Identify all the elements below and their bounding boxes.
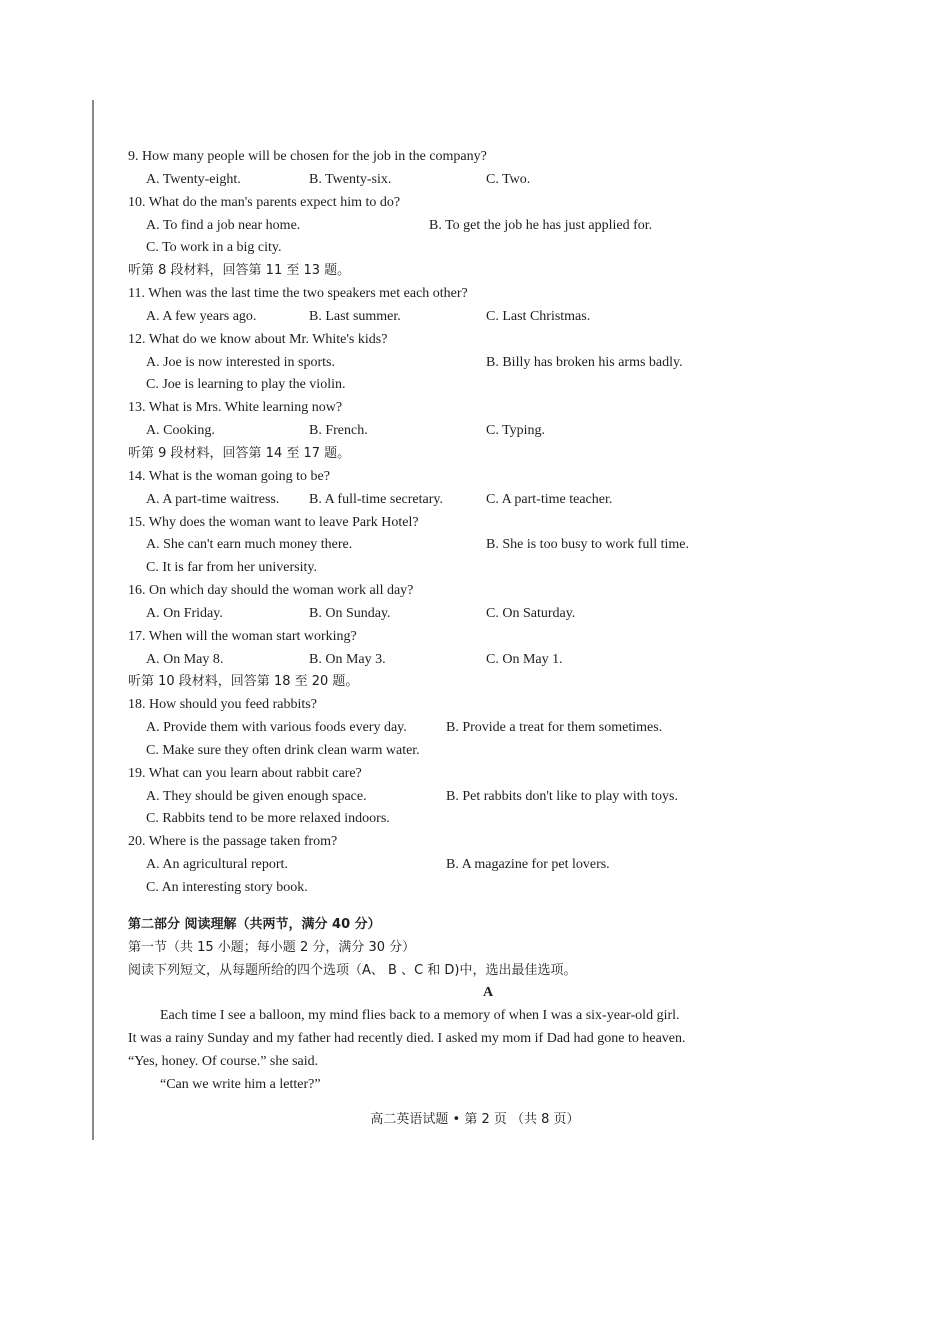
option-10c: C. To work in a big city. [146,240,282,256]
page-content [128,146,848,1097]
page-footer: 高二英语试题 • 第 2 页 （共 8 页） [370,1112,580,1127]
option-20b: B. A magazine for pet lovers. [446,857,610,873]
options-9 [128,169,848,192]
option-10b: B. To get the job he has just applied for. [429,217,653,233]
options-18 [128,717,848,740]
option-17a: A. On May 8. [146,651,224,667]
options-16 [128,603,848,626]
options-12 [128,352,848,375]
option-17b: B. On May 3. [309,651,386,667]
option-14a: A. A part-time waitress. [146,491,280,507]
option-13b: B. French. [309,423,368,439]
option-12c: C. Joe is learning to play the violin. [146,377,346,393]
option-19a: A. They should be given enough space. [146,788,367,804]
options-19 [128,786,848,809]
options-17 [128,649,848,672]
passage-line-4: “Can we write him a letter?” [160,1076,321,1092]
option-19b: B. Pet rabbits don't like to play with toys. [446,788,678,804]
option-15a: A. She can't earn much money there. [146,537,353,553]
option-14c: C. A part-time teacher. [486,491,613,507]
binding-margin-line [92,100,94,1140]
question-12: 12. What do we know about Mr. White's kids? [128,331,388,347]
passage-line-1: Each time I see a balloon, my mind flies back to a memory of when I was a six-year-old girl. [160,1008,680,1024]
option-17c: C. On May 1. [486,651,563,667]
question-13: 13. What is Mrs. White learning now? [128,400,343,416]
question-15: 15. Why does the woman want to leave Park Hotel? [128,514,419,530]
section-label-10: 听第 10 段材料，回答第 18 至 20 题。 [128,674,359,690]
question-9: 9. How many people will be chosen for the job in the company? [128,149,487,164]
section-label-8: 听第 8 段材料，回答第 11 至 13 题。 [128,263,351,279]
reading-section-title: 第一节（共 15 小题；每小题 2 分，满分 30 分） [128,939,416,955]
question-19: 19. What can you learn about rabbit care? [128,765,362,781]
reading-instruction: 阅读下列短文，从每题所给的四个选项（A、 B 、C 和 D)中，选出最佳选项。 [128,962,577,978]
option-10a: A. To find a job near home. [146,217,301,233]
option-18c: C. Make sure they often drink clean warm water. [146,742,420,758]
options-11 [128,306,848,329]
option-9c: C. Two. [486,171,531,187]
option-16c: C. On Saturday. [486,605,576,621]
option-14b: B. A full-time secretary. [309,491,443,507]
question-20: 20. Where is the passage taken from? [128,834,338,850]
question-14: 14. What is the woman going to be? [128,468,330,484]
option-20c: C. An interesting story book. [146,880,308,895]
options-20 [128,854,848,877]
option-15b: B. She is too busy to work full time. [486,537,689,553]
option-9a: A. Twenty-eight. [146,171,241,187]
option-15c: C. It is far from her university. [146,560,317,576]
option-11b: B. Last summer. [309,308,401,324]
question-16: 16. On which day should the woman work all day? [128,583,414,599]
passage-line-3: “Yes, honey. Of course.” she said. [128,1053,319,1069]
option-16a: A. On Friday. [146,605,223,621]
question-11: 11. When was the last time the two speakers met each other? [128,286,468,302]
option-11a: A. A few years ago. [146,308,257,324]
option-19c: C. Rabbits tend to be more relaxed indoors. [146,811,390,827]
option-11c: C. Last Christmas. [486,308,591,324]
option-12a: A. Joe is now interested in sports. [146,354,335,370]
passage-line-2: It was a rainy Sunday and my father had recently died. I asked my mom if Dad had gone to heaven. [128,1031,686,1047]
question-18: 18. How should you feed rabbits? [128,697,317,713]
passage-heading: A [482,985,494,1001]
question-10: 10. What do the man's parents expect him to do? [128,194,401,210]
option-12b: B. Billy has broken his arms badly. [486,354,683,370]
options-13 [128,420,848,443]
option-13a: A. Cooking. [146,423,215,439]
option-13c: C. Typing. [486,423,546,439]
options-15 [128,534,848,557]
option-20a: A. An agricultural report. [146,857,288,873]
option-18b: B. Provide a treat for them sometimes. [446,720,663,736]
option-16b: B. On Sunday. [309,605,391,621]
option-18a: A. Provide them with various foods every day. [146,720,407,736]
options-14 [128,489,848,512]
options-10 [128,215,848,238]
section-label-9: 听第 9 段材料，回答第 14 至 17 题。 [128,445,351,461]
option-9b: B. Twenty-six. [309,171,392,187]
question-17: 17. When will the woman start working? [128,628,357,644]
reading-part-title: 第二部分 阅读理解（共两节，满分 40 分） [128,916,381,932]
